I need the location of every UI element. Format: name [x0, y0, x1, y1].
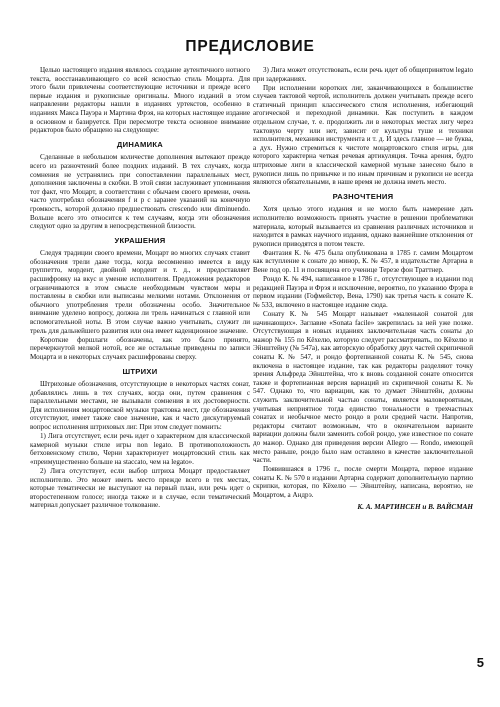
- paragraph: Хотя целью этого издания и не могло быть намерение дать исполнителю возможность принять участие в решении проблематики материала, который вызывается из сравнения различных источников и находится в рамках научного издания, однако важнейшие отклонения от рукописи приводятся в потом тексте.: [253, 205, 473, 248]
- section-heading: ШТРИХИ: [122, 366, 158, 376]
- left-column: [30, 66, 250, 511]
- paragraph: При исполнении коротких лиг, заканчивающихся в большинстве случаев тактовой чертой, исполнитель должен учитывать прежде всего статичный принцип классического стиля исполнения, избегающий агогической и переходной динамики. Как поступить в каждом отдельном случае, т. е. продолжить ли в некоторых местах лигу через тактовую черту или нет, зависит от культуры туше и техники исполнителя, механики инструмента и т. д. И здесь главное — не буква, а дух. Нужно стремиться к чистоте моцартовского стиля игры, для которого характерна четкая речевая артикуляция. Точка арения, будто штриховые лиги в классической камерной музыке занесено было в рукописи лишь по привычке и по иным причинам и рукописи не всегда являются обязательными, в наше время не должна иметь место.: [253, 83, 473, 187]
- section-heading: РАЗНОЧТЕНИЯ: [332, 191, 394, 201]
- paragraph: Сделанные в небольшом количестве дополнения вытекают прежде всего из разночтений более поздних изданий. В тех случаях, когда сомнения не устранялись при сопоставлении параллельных мест, дополнения заключены в скобки. В этой связи заслуживает упоминания тот факт, что Моцарт, в соответствии с обычаем своего времени, очень часто употреблял обозначения f и p с заранее указаний на конечную громкость, которой должно предшествовать crescendo или diminuendo. Вольше всего это относится к тем случаям, когда эти обозначения следуют одно за другим в непосредственной близости.: [30, 153, 250, 231]
- paragraph: 3) Лига может отсутствовать, если речь идет об общепринятом legato при задержаниях.: [253, 66, 473, 83]
- page-number: 5: [476, 655, 484, 670]
- section-heading: УКРАШЕНИЯ: [114, 235, 166, 245]
- paragraph: Короткие форшлаги обозначены, как это было принято, перечеркнутой мелкой нотой, все же остальные приведены по записи Моцарта и в некоторых случаях расшифрованы сверху.: [30, 335, 250, 361]
- paragraph: Штриховые обозначения, отсутствующие в некоторых частях сонат, добавлялись лишь в тех случаях, когда они, путем сравнения с параллельными местами, не вызывали сомнения в их достоверности. Для исполнения моцартовской музыки трактовка мест, где обозначения отсутствуют, имеет также свое значение, как и часто дискутируемый вопрос исполнения штриховых лиг. При этом следует помнить:: [30, 380, 250, 432]
- paragraph: 2) Лига отсутствует, если выбор штриха Моцарт предоставляет исполнителю. Это может иметь место прежде всего в тех местах, которые тематически не выступают на первый план, или речь идет о второстепенном голосе; иногда также и в случае, если тематический материал допускает различное толкование.: [30, 467, 250, 510]
- paragraph: Фантазия К. № 475 была опубликована в 1785 г. самим Моцартом как вступление к сонате до минор, К. № 457, в издательстве Артариа в Вене под ор. 11 и посвящена его ученице Терезе фон Траттнер.: [253, 248, 473, 275]
- paragraph: Рондо К. № 494, написанное в 1786 г., отсутствующее в издании под редакцией Пауэра и Фрэя и исключение, вероятно, по указанию Фрэра в первом издании (Гофмейстер, Вена, 1790) как третья часть к сонате К. № 533, включено в настоящее издание сюда.: [253, 275, 473, 309]
- right-column: [253, 66, 473, 511]
- section-heading: ДИНАМИКА: [116, 139, 164, 149]
- paragraph: Следуя традиции своего времени, Моцарт во многих случаях ставит обозначения трели даже тогда, когда весомненно имеется в виду группетто, мордент, двойной мордент и т. д., и предоставляет расшифровку на вкус и умение исполнителя. Предложения редакторов ограничиваются в этом смысле необходимым чувством меры и поставлены в скобки или выписаны мелкими нотами. Отклонения от обычного употребления трели обозначены особо. Значительное внимание уделено вопросу, должна ли трель начинаться с главной или вспомогательной ноты. В этом случае важно учитывать, служит ли трель для дальнейшего развития или она имеет каденционное значение.: [30, 249, 250, 335]
- author-signature: К. А. МАРТИНСЕН и В. ВАЙСМАН: [357, 502, 473, 511]
- paragraph: 1) Лига отсутствует, если речь идет о характерном для классической камерной музыки стиле игры non legato. В противоположность бетховенскому стилю, Черни характеризует моцартовский стиль как «преимущественно больше на staccato, чем на legato».: [30, 432, 250, 466]
- paragraph: Целью настоящего издания являлось создание аутентичного нотного текста, восстанавливающего со всей ясностью стиль Моцарта. Для этого были привлечены соответствующие источники и прежде всего первые издания и рукописные оригиналы. Много изданий в этом направлении редакторы нашли в изданиях уртекстов, особенно в изданиях Макса Пауэра и Мартина Фрэя, на которых настоящее издание в основном и базируется. При пересмотре текста основное внимание редакторов было обращено на следующее:: [30, 66, 250, 135]
- paragraph: Сонату К. № 545 Моцарт называет «маленькой сонатой для начинающих». Заглавие «Sonata facile» закрепилась за ней уже позже. Отсутствующая в новых изданиях заключительная часть сонаты до мажор № 155 по Кёхелю, которую следует рассматривать, по Кёхелю и Эйнштейну (№ 547а), как авторскую обработку двух частей скрипичной сонаты К. № 547, и рондо фортепианной сонаты К. № 545, снова включена в настоящее издание, так как редакторы разделяют точку зрения Альфреда Эйнштейна, что к вновь созданной сонате относится также и фортепианная версия вариаций из скрипичной сонаты К. № 547. Однако то, что вариации, как то думает Эйнштейн, должны служить заключительной частью сонаты, является маловероятным, учитывая неприятное тогда единство тональности в трехчастных сонатах и необычное место рондо в роли средней части. Напротив, редакторы считают возможным, что в окончательном варианте вариации должны были заменить собой рондо, уже известное по сонате до мажор. Однако для приведения версии Allegro — Rondo, имеющей место раньше, рондо было нам оставлено в качестве заключительной части.: [253, 310, 473, 465]
- page-title: ПРЕДИСЛОВИЕ: [185, 38, 315, 55]
- paragraph: Появившаяся в 1796 г., после смерти Моцарта, первое издание сонаты К. № 570 в издании Артариа содержит дополнительную партию скрипки, которая, по Кёхелю — Эйнштейну, написана, вероятно, не Моцартом, а Андрэ.: [253, 465, 473, 499]
